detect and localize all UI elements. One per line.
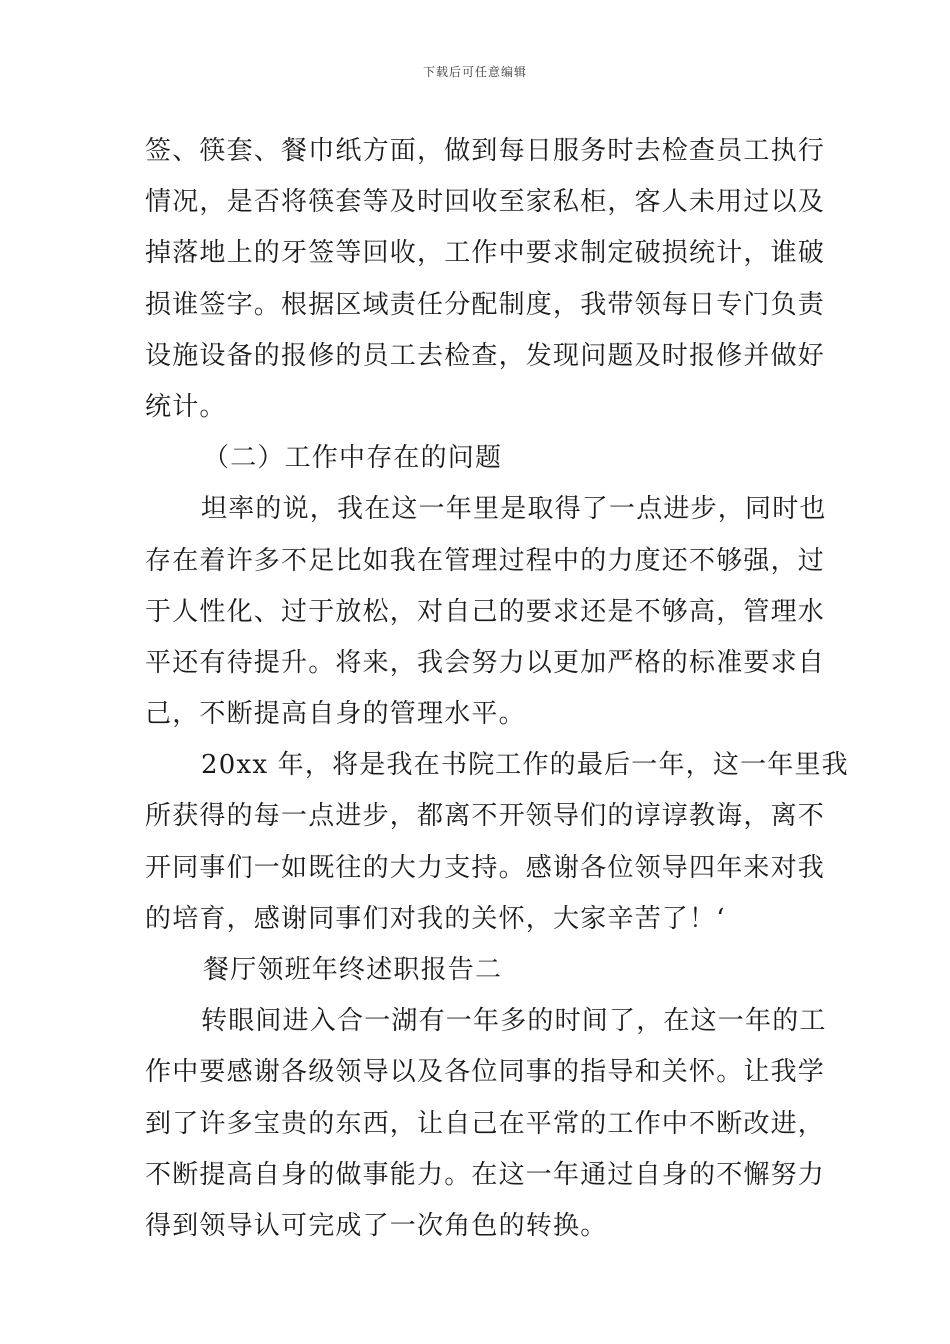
text-line: 到了许多宝贵的东西，让自己在平常的工作中不断改进，: [145, 1108, 826, 1139]
text-line: 20xx 年，将是我在书院工作的最后一年，这一年里我: [201, 750, 849, 781]
text-line: 坦率的说，我在这一年里是取得了一点进步，同时也: [201, 494, 827, 525]
text-line: 的培育，感谢同事们对我的关怀，大家辛苦了！‘: [145, 903, 726, 934]
text-line: 设施设备的报修的员工去检查，发现问题及时报修并做好: [145, 340, 826, 371]
section-heading: 餐厅领班年终述职报告二: [203, 955, 503, 985]
section-heading: （二）工作中存在的问题: [203, 443, 503, 474]
text-line: 作中要感谢各级领导以及各位同事的指导和关怀。让我学: [145, 1057, 826, 1088]
text-line: 情况，是否将筷套等及时回收至家私柜，客人未用过以及: [145, 187, 826, 218]
document-body: [145, 126, 849, 1252]
text-line: 签、筷套、餐巾纸方面，做到每日服务时去检查员工执行: [145, 136, 826, 166]
text-line: 平还有待提升。将来，我会努力以更加严格的标准要求自: [145, 647, 826, 678]
text-line: 损谁签字。根据区域责任分配制度，我带领每日专门负责: [145, 289, 826, 320]
text-line: 于人性化、过于放松，对自己的要求还是不够高，管理水: [145, 596, 826, 627]
text-line: 所获得的每一点进步，都离不开领导们的谆谆教诲，离不: [145, 801, 826, 832]
text-line: 己，不断提高自身的管理水平。: [145, 699, 526, 730]
text-line: 掉落地上的牙签等回收，工作中要求制定破损统计，谁破: [145, 238, 826, 269]
page-header: 下载后可任意编辑: [422, 65, 527, 79]
text-line: 开同事们一如既往的大力支持。感谢各位领导四年来对我: [145, 852, 826, 883]
text-line: 得到领导认可完成了一次角色的转换。: [145, 1210, 608, 1241]
text-line: 不断提高自身的做事能力。在这一年通过自身的不懈努力: [145, 1159, 826, 1190]
text-line: 存在着许多不足比如我在管理过程中的力度还不够强，过: [145, 545, 826, 576]
text-line: 转眼间进入合一湖有一年多的时间了，在这一年的工: [201, 1006, 827, 1037]
text-line: 统计。: [145, 391, 227, 422]
